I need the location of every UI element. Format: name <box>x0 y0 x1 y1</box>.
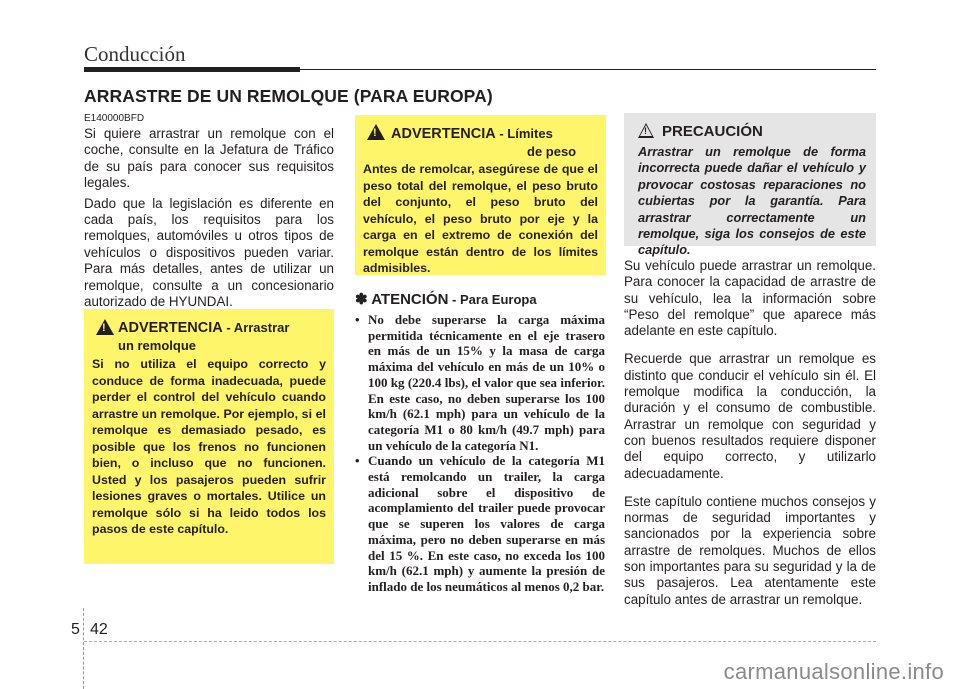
warning-body: Si no utiliza el equipo correcto y conduce de forma inadecuada, puede perder el control del vehículo cuando arrastre un remolque. Por ejemplo, si el remolque es demasiado pesado, es posible que los frenos no funcionen bien, o incluso que no funcionen. Usted y los pasajeros pueden sufrir lesiones graves o mortales. Utilice un remolque sólo si ha leido todos los pasos de este capítulo. <box>92 357 326 536</box>
warning-box-tow <box>84 309 334 564</box>
atencion-title <box>355 290 537 308</box>
warning-subtitle-line2: un remolque <box>118 338 197 353</box>
chapter-number: 5 <box>71 621 80 638</box>
section-title: ARRASTRE DE UN REMOLQUE (PARA EUROPA) <box>84 86 493 106</box>
atencion-symbol: ✽ <box>355 291 368 308</box>
list-item: • Cuando un vehículo de la categoría M1 está remolcando un trailer, la carga adicional sobre el dispositivo de acomplamiento del trailer puede provocar que se superen los valores de carga máxima, pero no deben superarse en más del 15 %. En este caso, no exceda los 100 km/h (62.1 mph) y aumente la presión de inflado de los neumáticos al menos 0,2 bar. <box>355 453 605 594</box>
watermark: carmanualsonline.info <box>723 659 944 684</box>
header-rule-thick <box>84 67 300 72</box>
warning-subtitle: - Límites <box>495 126 553 141</box>
header-rule-thin <box>300 69 876 70</box>
column1-paragraph: Dado que la legislación es diferente en cada país, los requisitos para los remolques, automóviles u otros tipos de vehículos o dispositivos pueden variar. Para más detalles, antes de utilizar un remolque, consulte a un concesionario autorizado de HYUNDAI. <box>84 195 334 310</box>
column3-paragraph: Su vehículo puede arrastrar un remolque. Para conocer la capacidad de arrastre de su vehículo, lea la información sobre “Peso del remolque” que aparece más adelante en este capítulo. <box>624 258 876 339</box>
running-title: Conducción <box>84 42 186 66</box>
atencion-subtitle: - Para Europa <box>448 292 537 307</box>
caution-triangle-icon <box>638 123 654 138</box>
warning-label: ADVERTENCIA <box>118 320 223 336</box>
warning-title <box>118 319 328 355</box>
page-number: 42 <box>90 621 108 638</box>
column1-paragraph: Si quiere arrastrar un remolque con el coche, consulte en la Jefatura de Tráfico de su país para conocer sus requisitos legales. <box>84 126 334 191</box>
atencion-list <box>355 312 605 595</box>
warning-title <box>391 125 601 161</box>
footer-horizontal-rule <box>84 641 876 642</box>
bullet: • <box>355 312 360 327</box>
bullet: • <box>355 453 360 469</box>
column1-text <box>84 126 334 314</box>
warning-body: Antes de remolcar, asegúrese de que el peso total del remolque, el peso bruto del conjunto, el peso bruto del vehículo, el peso bruto por eje y la carga en el extremo de conexión del remolque están dentro de los límites admisibles. <box>363 162 598 275</box>
warning-label: ADVERTENCIA <box>391 126 496 142</box>
warning-box-weight <box>355 115 606 275</box>
column3-text <box>624 258 876 620</box>
caution-box <box>624 113 876 258</box>
atencion-label: ATENCIÓN <box>371 291 449 308</box>
warning-subtitle: - Arrastrar <box>222 320 290 335</box>
warning-triangle-icon <box>367 124 385 140</box>
footer-vertical-rule <box>83 608 84 689</box>
list-item: • No debe superarse la carga máxima permitida técnicamente en el eje trasero en más de un 15% y la masa de carga máxima del vehículo en más de un 10% o 100 kg (220.4 lbs), el valor que sea inferior. En este caso, no deben superarse los 100 km/h (62.1 mph) para un vehículo de la categoría M1 o 80 km/h (49.7 mph) para un vehículo de la categoría N1. <box>355 312 605 453</box>
warning-triangle-icon <box>96 319 114 335</box>
column3-paragraph: Recuerde que arrastrar un remolque es distinto que conducir el vehículo sin él. El remolque modifica la conducción, la duración y el consumo de combustible. Arrastrar un remolque con seguridad y con buenos resultados requiere disponer del equipo correcto, y utilizarlo adecuadamente. <box>624 351 876 481</box>
warning-subtitle-line2: de peso <box>527 144 577 159</box>
caution-body: Arrastrar un remolque de forma incorrecta puede dañar el vehículo y provocar costosas reparaciones no cubiertas por la garantía. Para arrastrar correctamente un remolque, siga los consejos de este capítulo. <box>638 144 866 258</box>
column3-paragraph: Este capítulo contiene muchos consejos y normas de seguridad importantes y sancionados por la experiencia sobre arrastre de remolques. Muchos de ellos son importantes para su seguridad y la de sus pasajeros. Lea atentamente este capítulo antes de arrastrar un remolque. <box>624 493 876 607</box>
section-code: E140000BFD <box>84 113 145 124</box>
caution-title: PRECAUCIÓN <box>662 123 763 140</box>
